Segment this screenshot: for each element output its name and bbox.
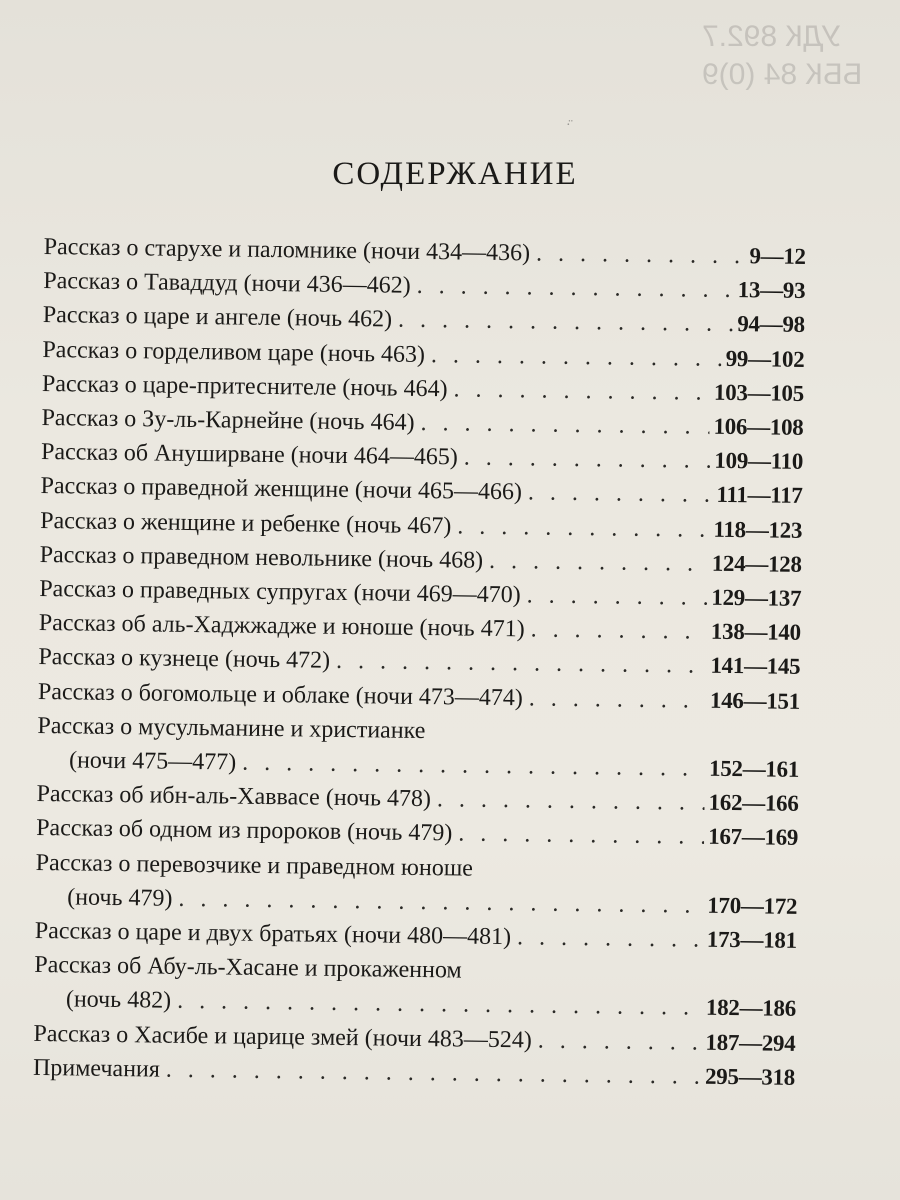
toc-entry-pages: 167—169 xyxy=(708,824,799,851)
toc-entry-pages: 99—102 xyxy=(725,345,805,372)
toc-entry-pages: 152—161 xyxy=(708,755,800,782)
toc-entry-pages: 173—181 xyxy=(706,926,797,953)
toc-entry-pages: 141—145 xyxy=(710,653,801,680)
leader-dots xyxy=(431,338,722,376)
toc-entry-pages: 146—151 xyxy=(709,687,801,714)
toc-entry-pages: 162—166 xyxy=(708,790,799,817)
toc-entry-pages: 106—108 xyxy=(713,413,804,440)
leader-dots xyxy=(398,303,734,342)
leader-dots xyxy=(536,236,746,273)
leader-dots xyxy=(420,406,709,444)
leader-dots xyxy=(453,372,710,410)
toc-entry-title: Рассказ об ибн-аль-Хаввасе (ночь 478) xyxy=(36,781,432,813)
toc-entry-title: Примечания xyxy=(32,1054,161,1083)
toc-entry-title: Рассказ о женщине и ребенке (ночь 467) xyxy=(40,507,452,539)
bleed-through-line: УДК 892.7 xyxy=(701,20,841,53)
toc-entry xyxy=(37,709,800,787)
toc-entry-pages: 111—117 xyxy=(716,482,803,509)
toc-entry-title: Рассказ о царе и ангеле (ночь 462) xyxy=(42,302,393,333)
toc-entry-pages: 129—137 xyxy=(711,584,802,611)
leader-dots xyxy=(529,681,707,718)
toc-entry-title: Рассказ о праведном невольнике (ночь 468) xyxy=(39,541,484,574)
toc-entry-pages: 9—12 xyxy=(749,243,806,269)
toc-entry-pages: 124—128 xyxy=(711,550,802,577)
toc-entry-title-line2: (ночь 479) xyxy=(67,884,173,912)
leader-dots xyxy=(530,613,707,650)
leader-dots xyxy=(489,544,708,581)
toc-entry-title: Рассказ о старухе и паломнике (ночи 434—436) xyxy=(43,233,531,267)
toc-entry-title-line1: Рассказ об Абу-ль-Хасане и прокаженном xyxy=(34,952,462,984)
page-speck: ·̈ xyxy=(566,118,571,133)
leader-dots xyxy=(517,920,703,957)
toc-entry xyxy=(35,846,798,924)
toc-entry-title: Рассказ о праведной женщине (ночи 465—466) xyxy=(40,473,523,506)
toc-entry-title: Рассказ об Ануширване (ночи 464—465) xyxy=(40,439,458,471)
bleed-through-line: ББК 84 (0)9 xyxy=(701,58,862,91)
toc-entry-title: Рассказ о кузнеце (ночь 472) xyxy=(38,644,331,675)
toc-entry xyxy=(34,948,797,1026)
toc-entry-title: Рассказ о царе и двух братьях (ночи 480—481) xyxy=(34,918,512,951)
toc-entry-title: Рассказ о Таваддуд (ночи 436—462) xyxy=(43,268,411,300)
leader-dots xyxy=(336,644,707,683)
toc-entry-pages: 295—318 xyxy=(704,1063,796,1090)
toc-entry-pages: 109—110 xyxy=(714,448,804,475)
toc-entry-title-line2: (ночь 482) xyxy=(65,986,172,1015)
toc-entry-title: Рассказ о царе-притеснителе (ночь 464) xyxy=(41,370,448,403)
toc-entry-pages: 118—123 xyxy=(713,516,803,543)
toc-entry-pages: 103—105 xyxy=(713,379,805,406)
leader-dots xyxy=(166,1053,702,1094)
toc-entry-pages: 187—294 xyxy=(705,1029,796,1056)
toc-entry-pages: 170—172 xyxy=(707,892,798,919)
toc-entry-pages: 94—98 xyxy=(737,311,805,338)
toc-entry-title-line1: Рассказ о перевозчике и праведном юноше xyxy=(35,849,474,882)
toc-entry-title: Рассказ об одном из пророков (ночь 479) xyxy=(35,815,453,847)
leader-dots xyxy=(457,509,710,547)
leader-dots xyxy=(458,817,704,854)
toc-entry-title: Рассказ о горделивом царе (ночь 463) xyxy=(42,336,426,368)
toc-entry-title: Рассказ о Хасибе и царице змей (ночи 483—524) xyxy=(33,1020,532,1054)
leader-dots xyxy=(416,269,734,307)
leader-dots xyxy=(464,441,711,478)
bleed-through-text xyxy=(702,18,862,94)
toc-entry-pages: 182—186 xyxy=(705,995,797,1022)
leader-dots xyxy=(526,578,707,615)
toc-entry-title: Рассказ о Зу-ль-Карнейне (ночь 464) xyxy=(41,405,415,436)
toc-entry-pages: 13—93 xyxy=(737,277,806,304)
toc-entry-title-line1: Рассказ о мусульманине и христианке xyxy=(37,712,426,744)
leader-dots xyxy=(437,782,705,820)
toc-entry-title: Рассказ о праведных супругах (ночи 469—470) xyxy=(39,576,521,609)
toc-entry-title-line2: (ночи 475—477) xyxy=(68,747,237,776)
toc-entry-title: Рассказ о богомольце и облаке (ночи 473—474) xyxy=(37,678,524,711)
page-title: СОДЕРЖАНИЕ xyxy=(332,156,578,192)
toc-entry-pages: 138—140 xyxy=(710,618,801,646)
toc-entry-title: Рассказ об аль-Хаджжадже и юноше (ночь 471) xyxy=(38,610,525,643)
leader-dots xyxy=(538,1023,702,1059)
table-of-contents xyxy=(33,230,806,1095)
leader-dots xyxy=(528,476,713,513)
